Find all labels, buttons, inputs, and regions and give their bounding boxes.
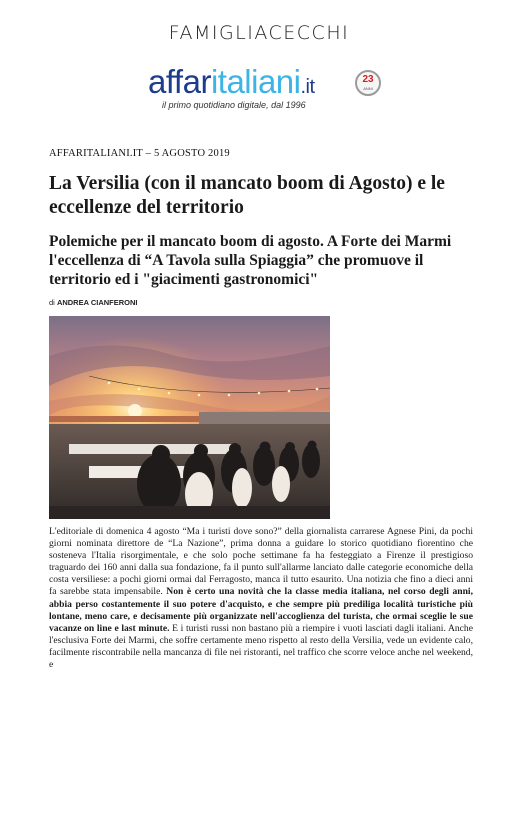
body-paragraph <box>49 526 473 671</box>
affaritaliani-logo <box>148 64 388 114</box>
badge-number: 23 <box>362 74 374 85</box>
article-photo <box>49 316 330 519</box>
logo-tagline: il primo quotidiano digitale, dal 1996 <box>162 100 306 110</box>
body-highlight: Non è certo una novità che la classe media italiana, nel corso degli anni, abbia perso costantemente il suo potere d'acquisto, e che sempre più prediliga località turistiche più lontane, meno care, e decisamente più organizzate nell'accoglienza del turista, che ormai sceglie le sue vacanze on line e last minute. <box>49 586 473 634</box>
byline <box>49 298 138 307</box>
dateline: AFFARITALIANI.IT – 5 AGOSTO 2019 <box>49 148 230 159</box>
sunset-dinner-image <box>49 316 330 519</box>
logo-wordmark <box>148 64 315 105</box>
logo-part-italiani: italiani <box>210 63 301 100</box>
anniversary-badge <box>355 70 381 96</box>
badge-label: ANNI <box>363 86 373 91</box>
byline-prefix: di <box>49 298 55 307</box>
brand-name: FAMIGLIACECCHI <box>168 22 350 44</box>
author-name: ANDREA CIANFERONI <box>56 298 138 307</box>
article-subtitle: Polemiche per il mancato boom di agosto. A Forte dei Marmi l'eccellenza di “A Tavola sulla Spiaggia” che promuove il territorio ed i "giacimenti gastronomici" <box>49 233 452 288</box>
body-rest: E i turisti russi non bastano più a riempire i vuoti lasciati dagli italiani. Anche l'esclusiva Forte dei Marmi, che soffre certamente meno rispetto al resto della Versilia, vede un evidente calo, facilmente riscontrabile nella mancanza di file nei ristoranti, nel traffico che scorre veloce anche nel weekend, e <box>49 622 473 671</box>
article-body <box>49 526 473 671</box>
article-title: La Versilia (con il mancato boom di Agosto) e le eccellenze del territorio <box>49 173 445 218</box>
logo-part-affar: affar <box>148 63 211 100</box>
body-intro: L'editoriale di domenica 4 agosto “Ma i turisti dove sono?” della giornalista carrarese Agnese Pini, da pochi giorni nominata direttore de “La Nazione”, prima donna a guidare lo storico quotidiano fiorentino che sosteneva l'Italia risorgimentale, e che solo poche settimane fa ha festeggiato a Firenze il prestigioso traguardo dei 160 anni dalla sua fondazione, fa il punto sull'allarme lanciato dalle categorie economiche della costa versiliese: a pochi giorni ormai dal Ferragosto, manca il tutto esaurito. Una notizia che fino a dieci anni fa sarebbe stata impensabile. <box>49 526 473 598</box>
logo-suffix: .it <box>300 76 315 98</box>
